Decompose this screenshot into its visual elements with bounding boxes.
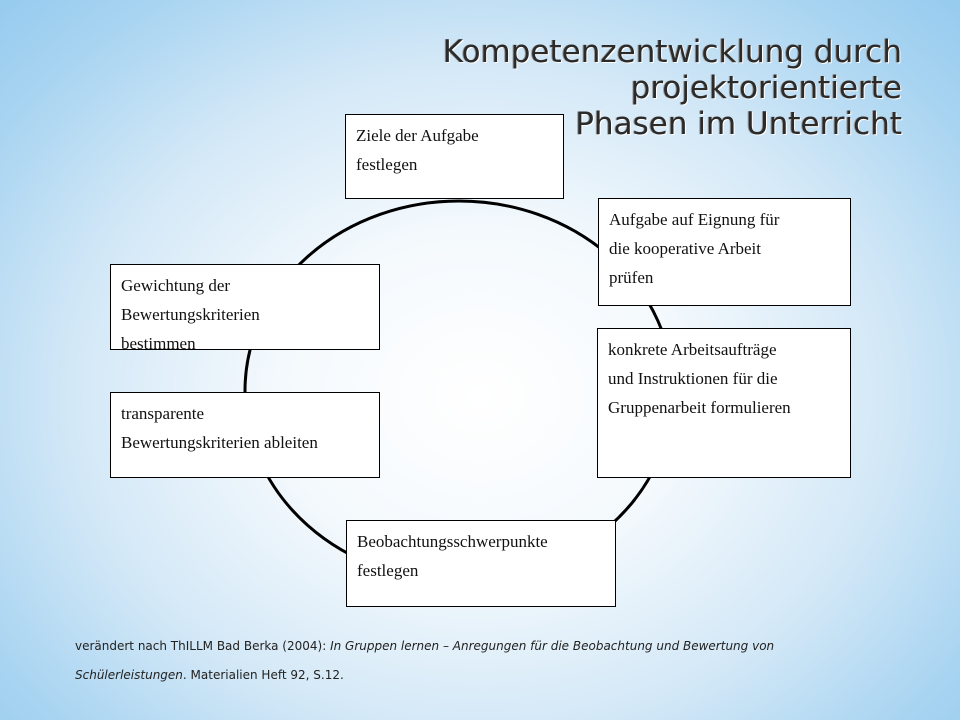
step-text: transparente (121, 404, 205, 423)
slide-title-line-1: Kompetenzentwicklung durch projektorientierte (442, 34, 902, 106)
step-box-ableiten (110, 392, 380, 478)
step-text: bestimmen (121, 334, 196, 350)
step-text: Bewertungskriterien (121, 305, 260, 324)
step-text: die kooperative Arbeit (609, 239, 762, 258)
citation-suffix: . Materialien Heft 92, S.12. (182, 668, 344, 682)
source-citation (75, 632, 895, 690)
step-box-ziele (345, 114, 564, 199)
step-box-eignung (598, 198, 851, 306)
step-text: konkrete Arbeitsaufträge (608, 340, 777, 359)
step-text: Ziele der Aufgabe (356, 126, 479, 145)
step-text: Beobachtungsschwerpunkte (357, 532, 548, 551)
step-text: Gruppenarbeit formulieren (608, 398, 791, 417)
citation-title-cont: Schülerleistungen (75, 668, 183, 682)
step-box-beobachtung (346, 520, 616, 607)
step-box-arbeitsauftraege (597, 328, 851, 478)
step-box-gewichtung (110, 264, 380, 350)
slide-title-line-2: Phasen im Unterricht (575, 106, 902, 142)
step-text: Bewertungskriterien ableiten (121, 433, 318, 452)
citation-title: In Gruppen lernen – Anregungen für die Beobachtung und Bewertung von (330, 639, 775, 653)
step-text: prüfen (609, 268, 654, 287)
step-text: Gewichtung der (121, 276, 231, 295)
step-text: festlegen (356, 155, 418, 174)
step-text: Aufgabe auf Eignung für (609, 210, 780, 229)
step-text: und Instruktionen für die (608, 369, 778, 388)
citation-prefix: verändert nach ThILLM Bad Berka (2004): (75, 639, 331, 653)
step-text: festlegen (357, 561, 419, 580)
